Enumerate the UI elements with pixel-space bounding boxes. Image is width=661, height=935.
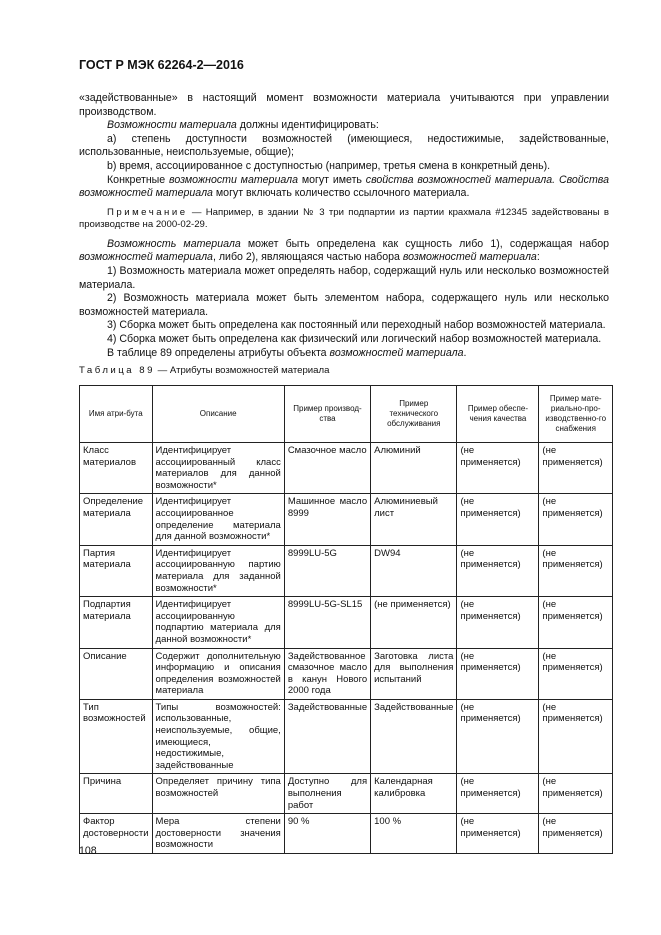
table-row: [80, 597, 613, 648]
attributes-table: [79, 385, 613, 854]
paragraph-3: a) степень доступности возможностей (имеющиеся, недостижимые, задействованные, использованные, неиспользуемые, общие);: [79, 132, 609, 159]
column-header: Пример мате-риально-про-изводственно-го снабжения: [539, 386, 613, 443]
column-header: Пример технического обслуживания: [371, 386, 457, 443]
text-span: могут иметь: [297, 173, 366, 186]
table-cell: Задействованные: [284, 699, 370, 774]
table-cell: (не применяется): [457, 597, 539, 648]
table-cell: Мера степени достоверности значения возможности: [152, 814, 284, 854]
table-cell: DW94: [371, 545, 457, 596]
table-cell: Задействованное смазочное масло в канун Нового 2000 года: [284, 648, 370, 699]
text-span: :: [536, 251, 540, 264]
table-cell: (не применяется): [539, 597, 613, 648]
table-cell: Тип возможностей: [80, 699, 153, 774]
table-cell: Описание: [80, 648, 153, 699]
table-cell: Идентифицирует ассоциированную подпартию материала для данной возможности*: [152, 597, 284, 648]
table-cell: Задействованные: [371, 699, 457, 774]
table-cell: Фактор достоверности: [80, 814, 153, 854]
table-cell: (не применяется): [539, 443, 613, 494]
table-cell: Причина: [80, 774, 153, 814]
table-cell: (не применяется): [539, 699, 613, 774]
italic-term: возможностей материала: [329, 346, 464, 359]
column-header: Пример обеспе-чения качества: [457, 386, 539, 443]
table-cell: Содержит дополнительную информацию и описания определения возможностей материала: [152, 648, 284, 699]
table-cell: Идентифицирует ассоциированное определение материала для данной возможности*: [152, 494, 284, 545]
paragraph-1: «задействованные» в настоящий момент возможности материала учитываются при управлении производством.: [79, 92, 609, 118]
table-cell: (не применяется): [539, 774, 613, 814]
table-cell: (не применяется): [539, 545, 613, 596]
paragraph-6: [79, 238, 609, 265]
table-cell: Класс материалов: [80, 443, 153, 494]
paragraph-10: 4) Сборка может быть определена как физический или логический набор возможностей материала.: [107, 332, 602, 345]
table-cell: Машинное масло 8999: [284, 494, 370, 545]
table-cell: Идентифицирует ассоциированную партию материала для заданной возможности*: [152, 545, 284, 596]
column-header: Имя атри-бута: [80, 386, 153, 443]
paragraph-4: b) время, ассоциированное с доступностью (например, третья смена в конкретный день).: [107, 159, 551, 172]
table-cell: 90 %: [284, 814, 370, 854]
text-span: .: [463, 346, 467, 359]
column-header: Описание: [152, 386, 284, 443]
table-row: [80, 494, 613, 545]
table-row: [80, 648, 613, 699]
table-row: [80, 774, 613, 814]
table-row: [80, 814, 613, 854]
italic-term: свойства возможностей материала. Свойства возможностей материала: [79, 173, 609, 200]
text-span: должны идентифицировать:: [236, 119, 379, 132]
table-cell: (не применяется): [539, 814, 613, 854]
table-cell: 8999LU-5G-SL15: [284, 597, 370, 648]
table-cell: 8999LU-5G: [284, 545, 370, 596]
table-cell: Алюминий: [371, 443, 457, 494]
page-number: 108: [79, 845, 97, 857]
table-cell: Заготовка листа для выполнения испытаний: [371, 648, 457, 699]
table-cell: (не применяется): [457, 545, 539, 596]
table-row: [80, 699, 613, 774]
italic-term: Возможности материала: [107, 119, 237, 132]
note-text: — Например, в здании № 3 три подпартии из партии крахмала #12345 задействованы в производстве на 2000-02-29.: [79, 206, 609, 231]
table-cell: Алюминиевый лист: [371, 494, 457, 545]
table-cell: Доступно для выполнения работ: [284, 774, 370, 814]
table-row: [80, 545, 613, 596]
document-header: ГОСТ Р МЭК 62264-2—2016: [79, 58, 244, 72]
italic-term: возможностей материала: [79, 251, 213, 264]
note: [79, 207, 609, 232]
table-caption-text: — Атрибуты возможностей материала: [154, 365, 330, 376]
italic-term: возможности материала: [169, 173, 298, 186]
table-caption: [79, 365, 329, 376]
text-span: , либо 2), являющаяся частью набора: [212, 251, 403, 264]
note-label: Примечание: [107, 206, 188, 218]
table-cell: (не применяется): [457, 814, 539, 854]
table-cell: (не применяется): [371, 597, 457, 648]
paragraph-7: 1) Возможность материала может определять набор, содержащий нуль или несколько возможностей материала.: [79, 264, 609, 291]
table-cell: (не применяется): [457, 699, 539, 774]
paragraph-11: [79, 347, 609, 361]
paragraph-2: [79, 119, 609, 133]
paragraph-5: [79, 174, 609, 201]
table-cell: (не применяется): [539, 494, 613, 545]
column-header: Пример производ-ства: [284, 386, 370, 443]
paragraph-9: 3) Сборка может быть определена как постоянный или переходный набор возможностей материала.: [107, 319, 606, 332]
table-cell: (не применяется): [457, 443, 539, 494]
text-span: Конкретные: [107, 173, 170, 186]
italic-term: Возможность материала: [107, 237, 241, 250]
table-cell: Календарная калибровка: [371, 774, 457, 814]
italic-term: возможностей материала: [402, 251, 537, 264]
table-cell: Смазочное масло: [284, 443, 370, 494]
table-cell: 100 %: [371, 814, 457, 854]
table-caption-label: Таблица 89: [79, 365, 155, 376]
table-cell: (не применяется): [457, 494, 539, 545]
table-cell: Типы возможностей: использованные, неиспользуемые, общие, имеющиеся, недостижимые, задействованные: [152, 699, 284, 774]
table-cell: (не применяется): [457, 648, 539, 699]
text-span: могут включать количество ссылочного материала.: [212, 187, 470, 200]
table-cell: Идентифицирует ассоциированный класс материалов для данной возможности*: [152, 443, 284, 494]
text-span: может быть определена как сущность либо 1), содержащая набор: [240, 237, 609, 250]
table-cell: Подпартия материала: [80, 597, 153, 648]
table-row: [80, 443, 613, 494]
table-cell: Партия материала: [80, 545, 153, 596]
paragraph-8: 2) Возможность материала может быть элементом набора, содержащего нуль или несколько возможностей материала.: [79, 292, 609, 318]
table-cell: Определение материала: [80, 494, 153, 545]
text-span: В таблице 89 определены атрибуты объекта: [107, 346, 330, 359]
table-cell: (не применяется): [539, 648, 613, 699]
table-cell: (не применяется): [457, 774, 539, 814]
table-cell: Определяет причину типа возможностей: [152, 774, 284, 814]
table-header-row: [80, 386, 613, 443]
body-text: [79, 92, 609, 360]
